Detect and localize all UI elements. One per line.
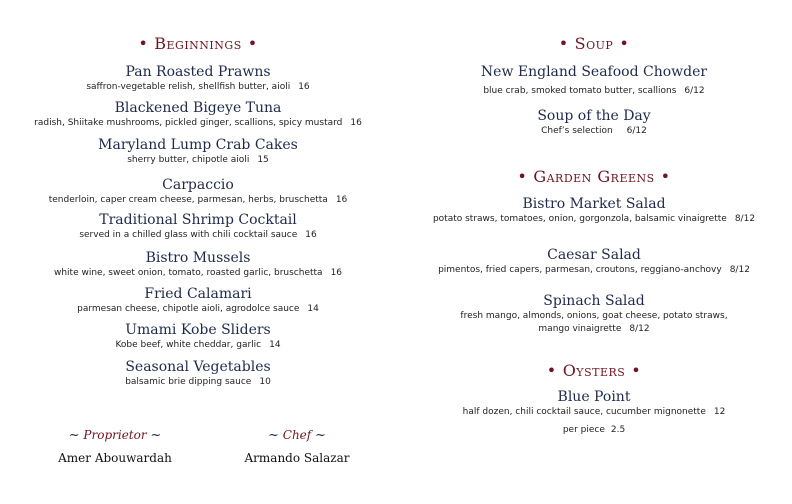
menu-item xyxy=(396,246,792,277)
item-price: 15 xyxy=(257,155,269,165)
soup-heading: • Soup • xyxy=(558,34,630,53)
chef-name: Armando Salazar xyxy=(244,451,350,465)
item-name: Traditional Shrimp Cocktail xyxy=(99,212,297,228)
item-price: 14 xyxy=(307,304,319,314)
proprietor-title: Proprietor xyxy=(83,428,147,442)
item-price: 16 xyxy=(335,195,348,205)
item-description: half dozen, chili cocktail sauce, cucumber mignonette 12 xyxy=(462,407,726,417)
chef-signature xyxy=(212,428,382,465)
menu-item xyxy=(0,285,396,316)
item-price: 2.5 xyxy=(610,425,626,435)
item-description: saffron-vegetable relish, shellfish butter, aioli 16 xyxy=(86,82,310,92)
item-name: Umami Kobe Sliders xyxy=(125,322,271,338)
item-description: potato straws, tomatoes, onion, gorgonzola, balsamic vinaigrette 8/12 xyxy=(432,214,756,224)
item-price: 16 xyxy=(350,118,362,128)
bullet-icon: • xyxy=(631,361,642,380)
item-description: Kobe beef, white cheddar, garlic 14 xyxy=(115,340,281,350)
item-price: 6/12 xyxy=(626,126,647,136)
item-description: served in a chilled glass with chili cocktail sauce 16 xyxy=(79,230,317,240)
item-description: parmesan cheese, chipotle aioli, agrodolce sauce 14 xyxy=(77,304,319,314)
item-name: Carpaccio xyxy=(162,177,234,193)
item-name: New England Seafood Chowder xyxy=(480,64,708,80)
flourish-icon: ~ xyxy=(68,428,80,443)
item-price: 16 xyxy=(305,230,317,240)
item-price: 8/12 xyxy=(729,265,750,275)
menu-item xyxy=(0,211,396,242)
item-note: per piece 2.5 xyxy=(562,425,626,435)
item-price: 8/12 xyxy=(629,324,650,334)
menu-item xyxy=(0,249,396,280)
item-name: Soup of the Day xyxy=(537,108,651,124)
bullet-icon: • xyxy=(517,167,528,186)
bullet-icon: • xyxy=(619,34,630,53)
flourish-icon: ~ xyxy=(315,428,326,443)
item-price: 10 xyxy=(259,377,271,387)
menu-item xyxy=(0,136,396,167)
item-name: Maryland Lump Crab Cakes xyxy=(98,137,298,153)
item-description: pimentos, fried capers, parmesan, croutons, reggiano-anchovy 8/12 xyxy=(438,265,750,275)
menu-item xyxy=(396,195,792,226)
menu-item xyxy=(396,388,792,437)
bullet-icon: • xyxy=(558,34,569,53)
proprietor-signature xyxy=(30,428,200,465)
item-name: Pan Roasted Prawns xyxy=(125,64,271,80)
menu-item xyxy=(396,292,792,336)
menu-item xyxy=(0,99,396,130)
item-price: 16 xyxy=(330,268,343,278)
flourish-icon: ~ xyxy=(150,428,162,443)
menu-item xyxy=(0,176,396,207)
item-price: 8/12 xyxy=(734,214,756,224)
beginnings-heading: • Beginnings • xyxy=(138,34,258,53)
item-description: white wine, sweet onion, tomato, roasted garlic, bruschetta 16 xyxy=(53,268,343,278)
item-name: Spinach Salad xyxy=(543,293,645,309)
item-description: balsamic brie dipping sauce 10 xyxy=(125,377,271,387)
item-description: tenderloin, caper cream cheese, parmesan, herbs, bruschetta 16 xyxy=(48,195,348,205)
menu-item xyxy=(0,358,396,389)
menu-item xyxy=(0,321,396,352)
menu-item xyxy=(0,63,396,94)
bullet-icon: • xyxy=(247,34,258,53)
garden-greens-heading: • Garden Greens • xyxy=(517,167,671,186)
chef-title: Chef xyxy=(282,428,312,442)
item-description: sherry butter, chipotle aioli 15 xyxy=(127,155,269,165)
item-name: Blue Point xyxy=(557,389,631,405)
item-name: Blackened Bigeye Tuna xyxy=(114,100,282,116)
proprietor-name: Amer Abouwardah xyxy=(58,451,172,465)
item-price: 14 xyxy=(269,340,281,350)
item-name: Fried Calamari xyxy=(144,286,252,302)
bullet-icon: • xyxy=(138,34,149,53)
bullet-icon: • xyxy=(546,361,557,380)
oysters-heading: • Oysters • xyxy=(546,361,642,380)
item-description: blue crab, smoked tomato butter, scallions 6/12 xyxy=(483,86,705,96)
flourish-icon: ~ xyxy=(268,428,279,443)
item-description: Chef’s selection 6/12 xyxy=(541,126,647,136)
item-price: 12 xyxy=(713,407,726,417)
menu-item xyxy=(396,107,792,138)
bullet-icon: • xyxy=(660,167,671,186)
item-price: 6/12 xyxy=(684,86,705,96)
item-description-continued: mango vinaigrette 8/12 xyxy=(538,324,650,334)
item-price: 16 xyxy=(298,82,310,92)
item-name: Bistro Mussels xyxy=(145,250,251,266)
item-description: fresh mango, almonds, onions, goat cheese, potato straws, xyxy=(460,311,728,321)
menu-item xyxy=(396,63,792,98)
item-name: Caesar Salad xyxy=(547,247,641,263)
item-name: Bistro Market Salad xyxy=(522,196,666,212)
item-description: radish, Shiitake mushrooms, pickled ginger, scallions, spicy mustard 16 xyxy=(34,118,362,128)
item-name: Seasonal Vegetables xyxy=(125,359,271,375)
